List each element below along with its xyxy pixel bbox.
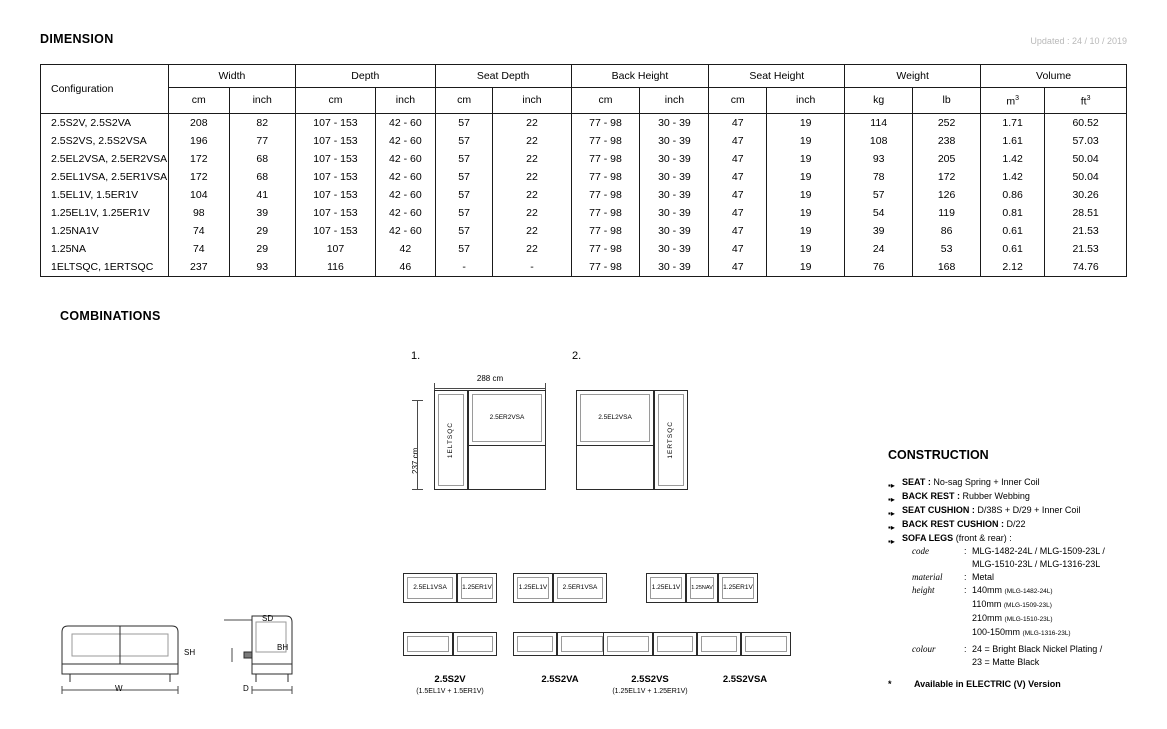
cell-v-ft3: 50.04 — [1045, 168, 1127, 186]
legs-height-1-ref: (MLG-1482-24L) — [1004, 588, 1053, 595]
cell-sd-in: 22 — [493, 186, 571, 204]
colon: : — [964, 644, 967, 654]
colon: : — [964, 572, 967, 582]
cell-wt-lb: 126 — [913, 186, 981, 204]
colon: : — [964, 585, 967, 595]
construction-row-seat — [888, 475, 1160, 489]
cell-v-m3: 0.81 — [981, 204, 1045, 222]
cell-sd-in: 22 — [493, 132, 571, 150]
set-4-front-view — [697, 632, 741, 656]
cell-w-in: 68 — [229, 168, 295, 186]
table-row — [41, 222, 1127, 240]
set-1-module-2.5EL1VSA — [403, 573, 457, 603]
module-label: 2.5EL2VSA — [598, 414, 632, 422]
module-cushion-outline — [517, 636, 553, 652]
th-volume-ft3 — [1045, 88, 1127, 114]
module-label: 1.25ER1V — [462, 584, 492, 592]
table-head — [41, 65, 1127, 114]
legs-height-4-ref: (MLG-1316-23L) — [1022, 630, 1071, 637]
module-label: 1ELTSQC — [447, 421, 455, 459]
combination-2-extension — [576, 446, 654, 490]
cell-sd-cm: 57 — [435, 240, 493, 258]
cell-d-in: 42 - 60 — [376, 186, 436, 204]
cell-sd-in: 22 — [493, 240, 571, 258]
set-4-caption: 2.5S2VSA — [722, 674, 768, 685]
cell-configuration: 1.25NA1V — [41, 222, 169, 240]
cell-configuration: 1.25EL1V, 1.25ER1V — [41, 204, 169, 222]
volume-ft-exp: 3 — [1086, 95, 1091, 102]
set-3-module-1.25NAV — [686, 573, 718, 603]
dimension-table — [40, 64, 1127, 277]
cell-w-cm: 74 — [169, 222, 230, 240]
set-2-module-2.5ER1VSA — [553, 573, 607, 603]
th-seatdepth-cm: cm — [435, 88, 493, 114]
module-label: 1.25NAV — [691, 584, 713, 591]
cell-w-cm: 208 — [169, 113, 230, 132]
cell-wt-kg: 108 — [845, 132, 913, 150]
cell-sh-in: 19 — [767, 258, 845, 277]
module-cushion-outline — [657, 636, 693, 652]
cell-sd-cm: - — [435, 258, 493, 277]
th-depth-cm: cm — [295, 88, 375, 114]
set-3-front-view — [603, 632, 653, 656]
construction-value-back-rest-cushion: D/22 — [1006, 519, 1026, 529]
th-configuration: Configuration — [41, 65, 169, 114]
cell-w-cm: 104 — [169, 186, 230, 204]
cell-w-in: 39 — [229, 204, 295, 222]
electric-version-note — [888, 679, 1061, 689]
combination-1-module-1ELTSQC — [434, 390, 468, 490]
cell-d-cm: 107 - 153 — [295, 113, 375, 132]
cell-configuration: 2.5EL2VSA, 2.5ER2VSA — [41, 150, 169, 168]
cell-sh-cm: 47 — [709, 150, 767, 168]
cell-w-cm: 172 — [169, 168, 230, 186]
legs-colour-line2: 23 = Matte Black — [972, 657, 1040, 667]
construction-label-back-rest: BACK REST : — [902, 491, 960, 501]
cell-d-cm: 107 - 153 — [295, 222, 375, 240]
legs-height-3: 210mm — [972, 613, 1003, 623]
th-seatheight-cm: cm — [709, 88, 767, 114]
th-backheight-inch: inch — [640, 88, 709, 114]
module-cushion-outline — [745, 636, 787, 652]
cell-v-ft3: 50.04 — [1045, 150, 1127, 168]
module-label: 2.5ER2VSA — [489, 414, 525, 422]
th-width-inch: inch — [229, 88, 295, 114]
cell-w-in: 29 — [229, 240, 295, 258]
legs-code-line1: MLG-1482-24L / MLG-1509-23L / — [972, 546, 1105, 556]
cell-bh-in: 30 - 39 — [640, 168, 709, 186]
volume-ft-unit: ft — [1080, 95, 1087, 108]
th-seat-height: Seat Height — [709, 65, 845, 88]
cell-v-ft3: 60.52 — [1045, 113, 1127, 132]
electric-version-note-text: Available in ELECTRIC (V) Version — [914, 679, 1061, 689]
volume-m-exp: 3 — [1015, 95, 1019, 102]
cell-sh-in: 19 — [767, 222, 845, 240]
construction-title: CONSTRUCTION — [888, 448, 989, 462]
set-3-module-1.25ER1V — [718, 573, 758, 603]
construction-list — [888, 475, 1160, 669]
legs-height-3-ref: (MLG-1510-23L) — [1004, 616, 1053, 623]
set-2-caption: 2.5S2VA — [541, 674, 579, 685]
table-row — [41, 132, 1127, 150]
cell-sh-in: 19 — [767, 168, 845, 186]
set-3-caption: 2.5S2VS — [631, 674, 669, 685]
construction-value-seat-cushion: D/38S + D/29 + Inner Coil — [977, 505, 1081, 515]
th-seatheight-inch: inch — [767, 88, 845, 114]
dimension-tick-top — [412, 400, 423, 401]
table-row — [41, 150, 1127, 168]
cell-d-in: 42 - 60 — [376, 204, 436, 222]
cell-v-m3: 0.61 — [981, 222, 1045, 240]
cell-wt-kg: 78 — [845, 168, 913, 186]
cell-wt-kg: 57 — [845, 186, 913, 204]
combination-1-width-label: 288 cm — [476, 374, 504, 383]
module-label: 1.25ER1V — [723, 584, 753, 592]
bullet-icon: ▪▸ — [888, 537, 895, 546]
cell-sd-cm: 57 — [435, 204, 493, 222]
set-2-front-view-2 — [557, 632, 607, 656]
module-label: 1.25EL1V — [518, 584, 548, 592]
cell-bh-in: 30 - 39 — [640, 240, 709, 258]
set-1-front-view — [403, 632, 453, 656]
cell-bh-cm: 77 - 98 — [571, 113, 640, 132]
cell-w-cm: 98 — [169, 204, 230, 222]
th-weight-kg: kg — [845, 88, 913, 114]
construction-label-seat: SEAT : — [902, 477, 931, 487]
cell-v-m3: 0.61 — [981, 240, 1045, 258]
cell-wt-kg: 114 — [845, 113, 913, 132]
combination-1-depth-label: 237 cm — [411, 447, 420, 474]
cell-bh-in: 30 - 39 — [640, 150, 709, 168]
cell-d-cm: 107 - 153 — [295, 186, 375, 204]
th-volume-m3 — [981, 88, 1045, 114]
table-unit-header-row — [41, 88, 1127, 114]
cell-sh-cm: 47 — [709, 132, 767, 150]
legs-colour-line1: 24 = Bright Black Nickel Plating / — [972, 644, 1103, 654]
legs-colour-row — [888, 643, 1160, 656]
th-weight-lb: lb — [913, 88, 981, 114]
legs-height-row-4 — [888, 626, 1160, 640]
bullet-icon: ▪▸ — [888, 481, 895, 490]
cell-w-in: 41 — [229, 186, 295, 204]
cell-w-cm: 74 — [169, 240, 230, 258]
cell-configuration: 1.25NA — [41, 240, 169, 258]
cell-sh-in: 19 — [767, 150, 845, 168]
set-4-front-view-2 — [741, 632, 791, 656]
cell-sh-cm: 47 — [709, 186, 767, 204]
cell-d-in: 42 - 60 — [376, 168, 436, 186]
cell-sh-cm: 47 — [709, 113, 767, 132]
th-volume: Volume — [981, 65, 1127, 88]
cell-v-ft3: 28.51 — [1045, 204, 1127, 222]
cell-bh-cm: 77 - 98 — [571, 132, 640, 150]
cell-w-cm: 172 — [169, 150, 230, 168]
cell-v-m3: 1.42 — [981, 168, 1045, 186]
combinations-title: COMBINATIONS — [60, 309, 161, 323]
cell-wt-kg: 76 — [845, 258, 913, 277]
construction-label-seat-cushion: SEAT CUSHION : — [902, 505, 975, 515]
cell-v-ft3: 30.26 — [1045, 186, 1127, 204]
cell-bh-cm: 77 - 98 — [571, 204, 640, 222]
cell-sh-cm: 47 — [709, 204, 767, 222]
cell-w-in: 68 — [229, 150, 295, 168]
bullet-icon: ▪▸ — [888, 509, 895, 518]
combination-1-number: 1. — [411, 350, 421, 362]
cell-wt-lb: 53 — [913, 240, 981, 258]
bullet-icon: ▪▸ — [888, 523, 895, 532]
dimension-table-wrapper — [40, 64, 1127, 277]
legs-colour-row-2 — [888, 656, 1160, 669]
cell-w-cm: 196 — [169, 132, 230, 150]
module-label: 2.5ER1VSA — [562, 584, 598, 592]
module-cushion-outline — [407, 636, 449, 652]
set-1-front-view-2 — [453, 632, 497, 656]
construction-row-seat-cushion — [888, 503, 1160, 517]
legs-height-1: 140mm — [972, 585, 1003, 595]
table-row — [41, 113, 1127, 132]
cell-d-cm: 116 — [295, 258, 375, 277]
cell-bh-in: 30 - 39 — [640, 113, 709, 132]
cell-bh-in: 30 - 39 — [640, 204, 709, 222]
module-cushion-outline — [701, 636, 737, 652]
cell-v-m3: 2.12 — [981, 258, 1045, 277]
cell-bh-cm: 77 - 98 — [571, 168, 640, 186]
set-3-module-1.25EL1V — [646, 573, 686, 603]
cell-w-in: 29 — [229, 222, 295, 240]
cell-d-in: 42 - 60 — [376, 150, 436, 168]
cell-sd-in: 22 — [493, 168, 571, 186]
combination-2-module-1ERTSQC — [654, 390, 688, 490]
cell-d-in: 46 — [376, 258, 436, 277]
label-d: D — [243, 684, 249, 693]
cell-d-in: 42 - 60 — [376, 113, 436, 132]
legs-colour-key: colour — [912, 644, 936, 654]
cell-d-cm: 107 - 153 — [295, 150, 375, 168]
set-1-subcaption: (1.5EL1V + 1.5ER1V) — [416, 688, 484, 695]
volume-m-unit: m — [1006, 95, 1016, 108]
cell-configuration: 1.5EL1V, 1.5ER1V — [41, 186, 169, 204]
th-depth: Depth — [295, 65, 435, 88]
cell-sd-cm: 57 — [435, 168, 493, 186]
table-body — [41, 113, 1127, 276]
cell-sd-cm: 57 — [435, 113, 493, 132]
set-3-subcaption: (1.25EL1V + 1.25ER1V) — [612, 688, 688, 695]
construction-value-sofa-legs: (front & rear) : — [955, 533, 1012, 543]
module-cushion-outline — [457, 636, 493, 652]
cell-sd-cm: 57 — [435, 222, 493, 240]
legs-height-row-2 — [888, 598, 1160, 612]
cell-sh-in: 19 — [767, 240, 845, 258]
cell-v-ft3: 21.53 — [1045, 222, 1127, 240]
table-group-header-row — [41, 65, 1127, 88]
cell-wt-lb: 205 — [913, 150, 981, 168]
th-seat-depth: Seat Depth — [435, 65, 571, 88]
legs-code-row — [888, 545, 1160, 558]
cell-sd-cm: 57 — [435, 186, 493, 204]
construction-row-sofa-legs — [888, 531, 1160, 545]
cell-wt-kg: 54 — [845, 204, 913, 222]
module-label: 1.25EL1V — [651, 584, 681, 592]
cell-configuration: 2.5EL1VSA, 2.5ER1VSA — [41, 168, 169, 186]
cell-wt-kg: 24 — [845, 240, 913, 258]
cell-configuration: 2.5S2VS, 2.5S2VSA — [41, 132, 169, 150]
table-row — [41, 186, 1127, 204]
cell-v-m3: 1.71 — [981, 113, 1045, 132]
cell-wt-lb: 238 — [913, 132, 981, 150]
legs-material-value: Metal — [972, 572, 995, 582]
cell-d-in: 42 - 60 — [376, 132, 436, 150]
label-w: W — [115, 684, 123, 693]
cell-w-cm: 237 — [169, 258, 230, 277]
legs-height-key: height — [912, 585, 935, 595]
module-label: 2.5EL1VSA — [413, 584, 447, 592]
cell-sh-in: 19 — [767, 204, 845, 222]
table-row — [41, 258, 1127, 277]
cell-wt-lb: 172 — [913, 168, 981, 186]
th-weight: Weight — [845, 65, 981, 88]
construction-label-sofa-legs: SOFA LEGS — [902, 533, 954, 543]
cell-bh-in: 30 - 39 — [640, 132, 709, 150]
construction-row-back-rest-cushion — [888, 517, 1160, 531]
legs-height-2: 110mm — [972, 599, 1002, 609]
cell-wt-lb: 119 — [913, 204, 981, 222]
legs-height-row-3 — [888, 612, 1160, 626]
cell-sh-in: 19 — [767, 113, 845, 132]
cell-v-m3: 1.42 — [981, 150, 1045, 168]
sofa-front-elevation-drawing — [56, 612, 296, 702]
cell-wt-lb: 168 — [913, 258, 981, 277]
table-row — [41, 204, 1127, 222]
set-2-front-view — [513, 632, 557, 656]
cell-w-in: 93 — [229, 258, 295, 277]
legs-height-2-ref: (MLG-1509-23L) — [1003, 602, 1052, 609]
cell-bh-cm: 77 - 98 — [571, 222, 640, 240]
cell-sh-cm: 47 — [709, 222, 767, 240]
label-bh: BH — [277, 643, 289, 652]
cell-sh-in: 19 — [767, 132, 845, 150]
label-sd: SD — [262, 614, 274, 623]
cell-d-cm: 107 - 153 — [295, 204, 375, 222]
cell-v-m3: 0.86 — [981, 186, 1045, 204]
cell-w-in: 82 — [229, 113, 295, 132]
cell-d-in: 42 - 60 — [376, 222, 436, 240]
combination-2-number: 2. — [572, 350, 582, 362]
combination-1-module-2.5ER2VSA — [468, 390, 546, 446]
set-2-module-1.25EL1V — [513, 573, 553, 603]
th-depth-inch: inch — [376, 88, 436, 114]
construction-value-back-rest: Rubber Webbing — [962, 491, 1030, 501]
cell-wt-lb: 252 — [913, 113, 981, 132]
cell-bh-in: 30 - 39 — [640, 258, 709, 277]
cell-sh-cm: 47 — [709, 258, 767, 277]
legs-material-key: material — [912, 572, 943, 582]
combination-1-width-dimension — [434, 374, 546, 383]
cell-bh-cm: 77 - 98 — [571, 258, 640, 277]
legs-height-4: 100-150mm — [972, 627, 1021, 637]
cell-sh-in: 19 — [767, 186, 845, 204]
cell-d-in: 42 — [376, 240, 436, 258]
dimension-bar-vertical — [417, 400, 418, 490]
cell-v-ft3: 74.76 — [1045, 258, 1127, 277]
cell-v-ft3: 21.53 — [1045, 240, 1127, 258]
cell-sd-cm: 57 — [435, 132, 493, 150]
th-back-height: Back Height — [571, 65, 709, 88]
set-1-module-1.25ER1V — [457, 573, 497, 603]
legs-code-key: code — [912, 546, 929, 556]
th-width-cm: cm — [169, 88, 230, 114]
cell-bh-in: 30 - 39 — [640, 186, 709, 204]
label-sh: SH — [184, 648, 196, 657]
cell-sd-in: 22 — [493, 222, 571, 240]
bullet-icon: ▪▸ — [888, 495, 895, 504]
cell-w-in: 77 — [229, 132, 295, 150]
set-1-caption: 2.5S2V — [434, 674, 466, 685]
cell-bh-cm: 77 - 98 — [571, 186, 640, 204]
legs-material-row — [888, 571, 1160, 584]
set-3-front-view-2 — [653, 632, 697, 656]
cell-sd-in: 22 — [493, 150, 571, 168]
dimension-tick-bottom — [412, 489, 423, 490]
th-seatdepth-inch: inch — [493, 88, 571, 114]
cell-configuration: 2.5S2V, 2.5S2VA — [41, 113, 169, 132]
cell-wt-lb: 86 — [913, 222, 981, 240]
table-row — [41, 240, 1127, 258]
construction-row-back-rest — [888, 489, 1160, 503]
cell-sd-in: 22 — [493, 204, 571, 222]
cell-d-cm: 107 — [295, 240, 375, 258]
construction-value-seat: No-sag Spring + Inner Coil — [933, 477, 1040, 487]
updated-date: Updated : 24 / 10 / 2019 — [1030, 36, 1127, 46]
combination-2-module-2.5EL2VSA — [576, 390, 654, 446]
construction-label-back-rest-cushion: BACK REST CUSHION : — [902, 519, 1005, 529]
th-width: Width — [169, 65, 296, 88]
th-backheight-cm: cm — [571, 88, 640, 114]
cell-d-cm: 107 - 153 — [295, 168, 375, 186]
legs-code-row-2 — [888, 558, 1160, 571]
combination-1-extension — [468, 446, 546, 490]
cell-bh-in: 30 - 39 — [640, 222, 709, 240]
dimension-bar-horizontal — [434, 388, 546, 389]
cell-v-ft3: 57.03 — [1045, 132, 1127, 150]
table-row — [41, 168, 1127, 186]
cell-sd-in: - — [493, 258, 571, 277]
cell-configuration: 1ELTSQC, 1ERTSQC — [41, 258, 169, 277]
cell-sd-in: 22 — [493, 113, 571, 132]
module-cushion-outline — [607, 636, 649, 652]
legs-height-row — [888, 584, 1160, 598]
module-cushion-outline — [561, 636, 603, 652]
asterisk-icon: * — [888, 679, 892, 689]
legs-code-line2: MLG-1510-23L / MLG-1316-23L — [972, 559, 1101, 569]
module-label: 1ERTSQC — [667, 421, 675, 459]
colon: : — [964, 546, 967, 556]
cell-bh-cm: 77 - 98 — [571, 240, 640, 258]
cell-d-cm: 107 - 153 — [295, 132, 375, 150]
cell-sh-cm: 47 — [709, 240, 767, 258]
cell-v-m3: 1.61 — [981, 132, 1045, 150]
cell-sh-cm: 47 — [709, 168, 767, 186]
cell-bh-cm: 77 - 98 — [571, 150, 640, 168]
cell-wt-kg: 93 — [845, 150, 913, 168]
cell-wt-kg: 39 — [845, 222, 913, 240]
page-title: DIMENSION — [40, 32, 114, 46]
cell-sd-cm: 57 — [435, 150, 493, 168]
